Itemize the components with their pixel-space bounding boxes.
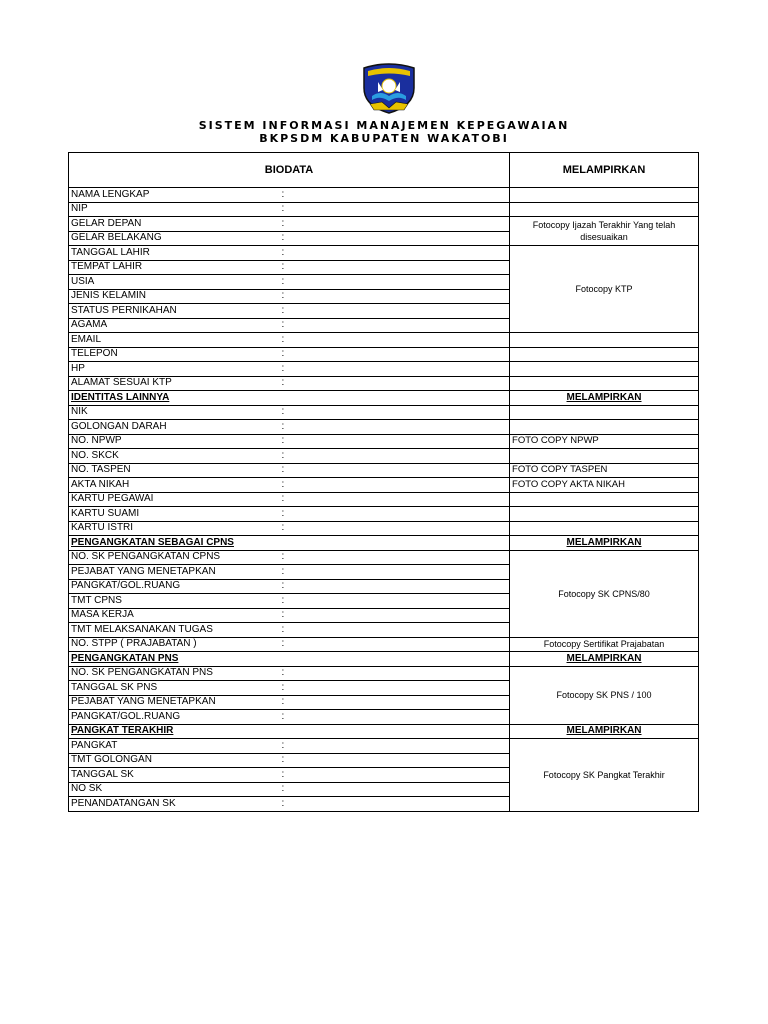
row-value-agama[interactable]: : bbox=[282, 318, 510, 333]
attachment-cell bbox=[510, 333, 699, 348]
row-value-masa-kerja[interactable]: : bbox=[282, 608, 510, 623]
row-label-skck: NO. SKCK bbox=[69, 449, 282, 464]
row-value-hp[interactable]: : bbox=[282, 362, 510, 377]
row-label-tanggal-sk: TANGGAL SK bbox=[69, 768, 282, 783]
row-value-akta-nikah[interactable]: : bbox=[282, 478, 510, 493]
row-value-kartu-istri[interactable]: : bbox=[282, 521, 510, 536]
attachment-cell bbox=[510, 405, 699, 420]
row-value-stpp[interactable]: : bbox=[282, 637, 510, 652]
row-label-npwp: NO. NPWP bbox=[69, 434, 282, 449]
section-spacer bbox=[282, 652, 510, 667]
row-label-pangkat-cpns: PANGKAT/GOL.RUANG bbox=[69, 579, 282, 594]
row-label-pangkat-pns: PANGKAT/GOL.RUANG bbox=[69, 710, 282, 725]
attachment-ktp: Fotocopy KTP bbox=[510, 246, 699, 333]
row-value-email[interactable]: : bbox=[282, 333, 510, 348]
attachment-cell bbox=[510, 449, 699, 464]
row-label-kartu-pegawai: KARTU PEGAWAI bbox=[69, 492, 282, 507]
attachment-sk-pns: Fotocopy SK PNS / 100 bbox=[510, 666, 699, 724]
section-melampirkan-label: MELAMPIRKAN bbox=[510, 536, 699, 551]
section-melampirkan-label: MELAMPIRKAN bbox=[510, 652, 699, 667]
row-label-pejabat-cpns: PEJABAT YANG MENETAPKAN bbox=[69, 565, 282, 580]
section-spacer bbox=[282, 536, 510, 551]
row-value-golongan-darah[interactable]: : bbox=[282, 420, 510, 435]
attachment-cell bbox=[510, 420, 699, 435]
row-value-pangkat-cpns[interactable]: : bbox=[282, 579, 510, 594]
melampirkan-header: MELAMPIRKAN bbox=[510, 153, 699, 188]
row-label-jenis-kelamin: JENIS KELAMIN bbox=[69, 289, 282, 304]
row-label-usia: USIA bbox=[69, 275, 282, 290]
row-value-kartu-pegawai[interactable]: : bbox=[282, 492, 510, 507]
section-melampirkan-label: MELAMPIRKAN bbox=[510, 724, 699, 739]
row-label-sk-pns: NO. SK PENGANGKATAN PNS bbox=[69, 666, 282, 681]
row-label-tanggal-lahir: TANGGAL LAHIR bbox=[69, 246, 282, 261]
row-label-status-pernikahan: STATUS PERNIKAHAN bbox=[69, 304, 282, 319]
row-value-pejabat-pns[interactable]: : bbox=[282, 695, 510, 710]
row-label-penandatangan: PENANDATANGAN SK bbox=[69, 797, 282, 812]
row-label-golongan-darah: GOLONGAN DARAH bbox=[69, 420, 282, 435]
row-value-tanggal-sk-pns[interactable]: : bbox=[282, 681, 510, 696]
row-value-kartu-suami[interactable]: : bbox=[282, 507, 510, 522]
row-value-nip[interactable]: : bbox=[282, 202, 510, 217]
row-value-gelar-belakang[interactable]: : bbox=[282, 231, 510, 246]
attachment-sk-pangkat: Fotocopy SK Pangkat Terakhir bbox=[510, 739, 699, 812]
row-label-tanggal-sk-pns: TANGGAL SK PNS bbox=[69, 681, 282, 696]
row-label-kartu-suami: KARTU SUAMI bbox=[69, 507, 282, 522]
section-identitas-lainnya: IDENTITAS LAINNYA bbox=[69, 391, 282, 406]
attachment-npwp: FOTO COPY NPWP bbox=[510, 434, 699, 449]
attachment-cell bbox=[510, 521, 699, 536]
row-label-tmt-golongan: TMT GOLONGAN bbox=[69, 753, 282, 768]
attachment-cell bbox=[510, 507, 699, 522]
row-value-pangkat-pns[interactable]: : bbox=[282, 710, 510, 725]
row-label-nama-lengkap: NAMA LENGKAP bbox=[69, 188, 282, 203]
section-spacer bbox=[282, 391, 510, 406]
attachment-cell bbox=[510, 347, 699, 362]
row-value-nik[interactable]: : bbox=[282, 405, 510, 420]
attachment-akta-nikah: FOTO COPY AKTA NIKAH bbox=[510, 478, 699, 493]
row-label-nik: NIK bbox=[69, 405, 282, 420]
row-label-gelar-belakang: GELAR BELAKANG bbox=[69, 231, 282, 246]
attachment-prajabatan: Fotocopy Sertifikat Prajabatan bbox=[510, 637, 699, 652]
section-pengangkatan-cpns: PENGANGKATAN SEBAGAI CPNS bbox=[69, 536, 282, 551]
row-value-alamat[interactable]: : bbox=[282, 376, 510, 391]
row-label-tempat-lahir: TEMPAT LAHIR bbox=[69, 260, 282, 275]
row-value-pejabat-cpns[interactable]: : bbox=[282, 565, 510, 580]
row-value-tempat-lahir[interactable]: : bbox=[282, 260, 510, 275]
row-value-tanggal-sk[interactable]: : bbox=[282, 768, 510, 783]
row-value-penandatangan[interactable]: : bbox=[282, 797, 510, 812]
row-label-tmt-cpns: TMT CPNS bbox=[69, 594, 282, 609]
row-label-kartu-istri: KARTU ISTRI bbox=[69, 521, 282, 536]
row-value-tmt-cpns[interactable]: : bbox=[282, 594, 510, 609]
attachment-ijazah: Fotocopy Ijazah Terakhir Yang telah disesuaikan bbox=[510, 217, 699, 246]
row-label-no-sk: NO SK bbox=[69, 782, 282, 797]
row-label-alamat: ALAMAT SESUAI KTP bbox=[69, 376, 282, 391]
row-value-tmt-tugas[interactable]: : bbox=[282, 623, 510, 638]
section-melampirkan-label: MELAMPIRKAN bbox=[510, 391, 699, 406]
attachment-taspen: FOTO COPY TASPEN bbox=[510, 463, 699, 478]
row-value-tmt-golongan[interactable]: : bbox=[282, 753, 510, 768]
row-label-agama: AGAMA bbox=[69, 318, 282, 333]
biodata-form-table bbox=[68, 152, 699, 812]
row-label-pangkat: PANGKAT bbox=[69, 739, 282, 754]
wakatobi-emblem-logo bbox=[358, 62, 420, 114]
title-line-1: SISTEM INFORMASI MANAJEMEN KEPEGAWAIAN bbox=[198, 119, 570, 132]
row-label-hp: HP bbox=[69, 362, 282, 377]
row-label-taspen: NO. TASPEN bbox=[69, 463, 282, 478]
row-value-pangkat[interactable]: : bbox=[282, 739, 510, 754]
biodata-header: BIODATA bbox=[69, 153, 510, 188]
row-value-usia[interactable]: : bbox=[282, 275, 510, 290]
section-spacer bbox=[282, 724, 510, 739]
attachment-cell bbox=[510, 362, 699, 377]
row-label-sk-cpns: NO. SK PENGANGKATAN CPNS bbox=[69, 550, 282, 565]
row-label-pejabat-pns: PEJABAT YANG MENETAPKAN bbox=[69, 695, 282, 710]
row-value-skck[interactable]: : bbox=[282, 449, 510, 464]
attachment-cell bbox=[510, 492, 699, 507]
row-value-no-sk[interactable]: : bbox=[282, 782, 510, 797]
row-value-telepon[interactable]: : bbox=[282, 347, 510, 362]
row-label-tmt-tugas: TMT MELAKSANAKAN TUGAS bbox=[69, 623, 282, 638]
attachment-sk-cpns: Fotocopy SK CPNS/80 bbox=[510, 550, 699, 637]
row-label-akta-nikah: AKTA NIKAH bbox=[69, 478, 282, 493]
row-value-tanggal-lahir[interactable]: : bbox=[282, 246, 510, 261]
row-value-sk-pns[interactable]: : bbox=[282, 666, 510, 681]
section-pengangkatan-pns: PENGANGKATAN PNS bbox=[69, 652, 282, 667]
attachment-cell bbox=[510, 376, 699, 391]
attachment-cell bbox=[510, 188, 699, 203]
row-value-taspen[interactable]: : bbox=[282, 463, 510, 478]
row-label-email: EMAIL bbox=[69, 333, 282, 348]
row-value-jenis-kelamin[interactable]: : bbox=[282, 289, 510, 304]
row-label-telepon: TELEPON bbox=[69, 347, 282, 362]
row-label-nip: NIP bbox=[69, 202, 282, 217]
section-pangkat-terakhir: PANGKAT TERAKHIR bbox=[69, 724, 282, 739]
row-value-status-pernikahan[interactable]: : bbox=[282, 304, 510, 319]
row-value-gelar-depan[interactable]: : bbox=[282, 217, 510, 232]
row-value-npwp[interactable]: : bbox=[282, 434, 510, 449]
title-line-2: BKPSDM KABUPATEN WAKATOBI bbox=[259, 132, 509, 145]
row-value-sk-cpns[interactable]: : bbox=[282, 550, 510, 565]
row-label-stpp: NO. STPP ( PRAJABATAN ) bbox=[69, 637, 282, 652]
row-label-gelar-depan: GELAR DEPAN bbox=[69, 217, 282, 232]
attachment-cell bbox=[510, 202, 699, 217]
row-value-nama-lengkap[interactable]: : bbox=[282, 188, 510, 203]
row-label-masa-kerja: MASA KERJA bbox=[69, 608, 282, 623]
